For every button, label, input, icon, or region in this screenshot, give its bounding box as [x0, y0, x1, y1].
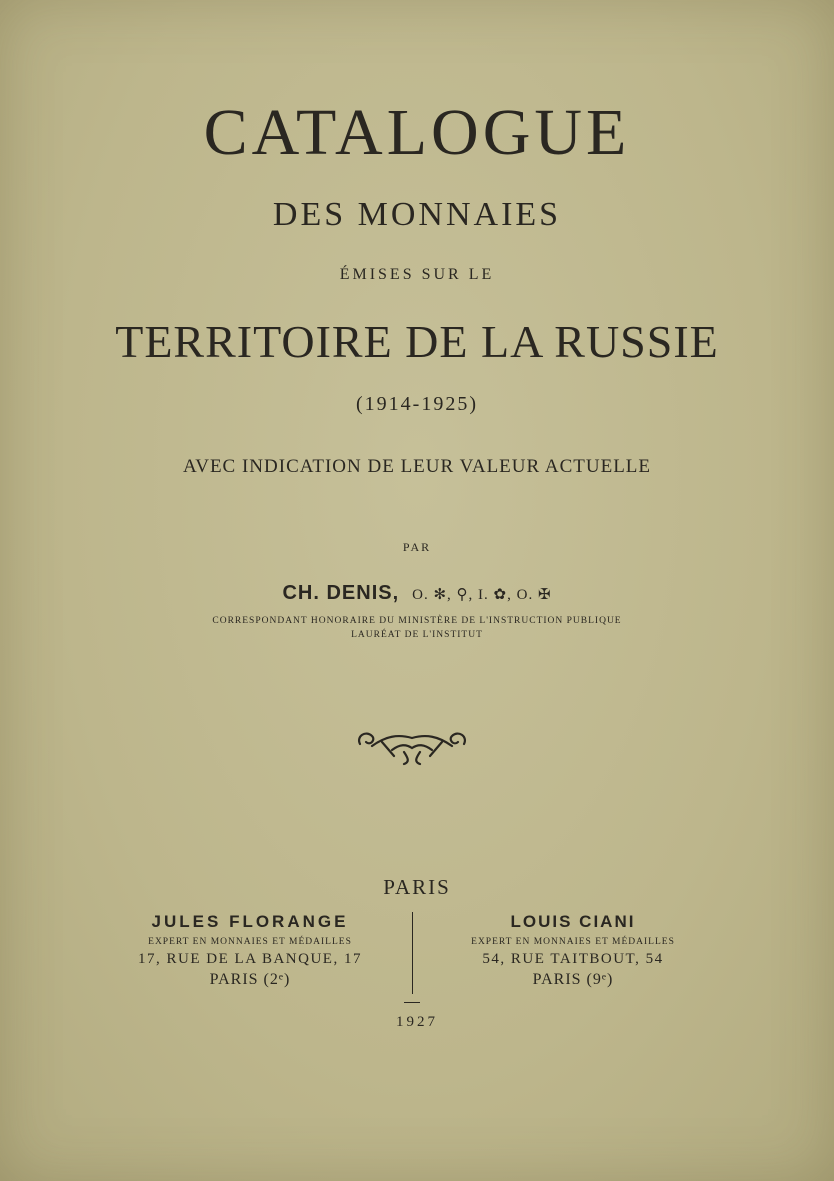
- author-decorations: O. ✻, ⚲, I. ✿, O. ✠: [412, 587, 552, 603]
- publisher-left-address: 17, RUE DE LA BANQUE, 17: [138, 951, 362, 967]
- author-line: [0, 582, 834, 605]
- author-name: CH. DENIS,: [282, 582, 400, 604]
- year-dash: [404, 1002, 420, 1003]
- subtitle-monnaies: DES MONNAIES: [272, 196, 562, 233]
- subtitle-valeur: AVEC INDICATION DE LEUR VALEUR ACTUELLE: [182, 456, 652, 477]
- author-role-1: CORRESPONDANT HONORAIRE DU MINISTÈRE DE L'INSTRUCTION PUBLIQUE: [212, 616, 622, 626]
- publisher-right: [408, 912, 738, 989]
- publisher-left-role: EXPERT EN MONNAIES ET MÉDAILLES: [148, 937, 352, 947]
- publisher-right-name: LOUIS CIANI: [510, 912, 636, 931]
- publisher-left: [85, 912, 415, 989]
- publisher-right-city: PARIS (9ᵉ): [532, 971, 614, 988]
- publisher-left-city: PARIS (2ᵉ): [209, 971, 291, 988]
- flourish-ornament-icon: [352, 722, 472, 766]
- date-range: (1914-1925): [356, 393, 478, 415]
- publication-year: 1927: [396, 1014, 438, 1030]
- publisher-right-address: 54, RUE TAITBOUT, 54: [482, 951, 664, 967]
- by-label: PAR: [402, 540, 432, 554]
- publisher-right-role: EXPERT EN MONNAIES ET MÉDAILLES: [471, 937, 675, 947]
- subtitle-emises: ÉMISES SUR LE: [339, 266, 495, 283]
- publisher-left-name: JULES FLORANGE: [151, 912, 349, 931]
- catalogue-title: CATALOGUE: [203, 96, 631, 169]
- author-role-2: LAURÉAT DE L'INSTITUT: [351, 630, 483, 640]
- publisher-city: PARIS: [383, 875, 451, 899]
- subtitle-territoire: TERRITOIRE DE LA RUSSIE: [115, 316, 719, 367]
